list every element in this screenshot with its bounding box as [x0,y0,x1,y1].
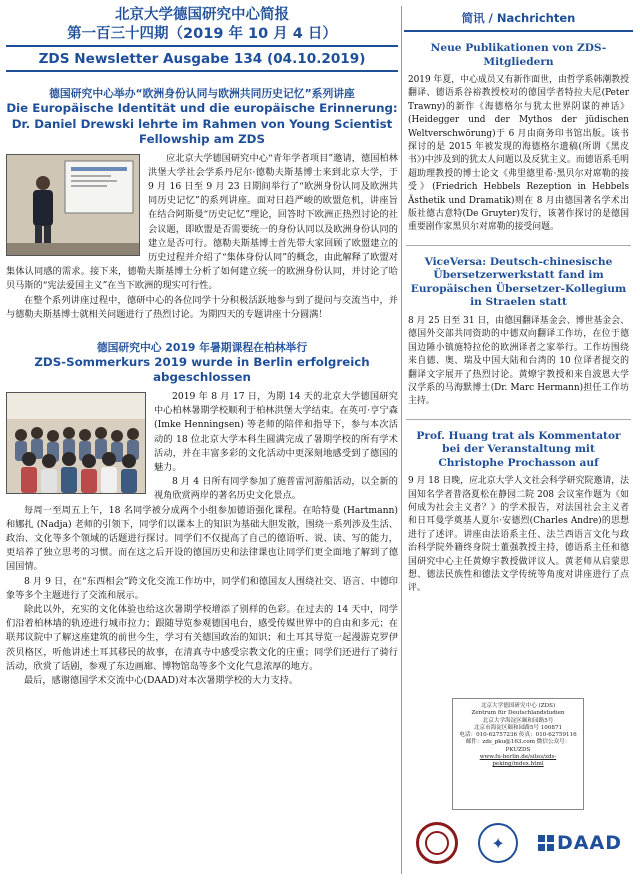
article2-paragraph-6: 最后，感谢德国学术交流中心(DAAD)对本次暑期学校的大力支持。 [24,675,299,686]
summer-course-photo [6,392,146,494]
article1-title-cn: 德国研究中心举办“欧洲身份认同与欧洲共同历史记忆”系列讲座 [49,87,355,100]
news-item-prochasson [402,430,635,596]
news-divider [406,245,631,246]
lecture-photo [6,154,140,256]
contact-line: Zentrum für Deutschlandstudien [471,710,565,717]
article1-paragraph-1: 应北京大学德国研究中心“青年学者项目”邀请，德国柏林洪堡大学社会学系丹尼尔·德勒夫斯基博士来到北京大学，于 9 月 16 日至 9 月 23 日期间举行了“欧洲身份认同及欧洲共同历史记忆”的系列讲座。面对日趋严峻的欧盟危机，讲座旨在结合阿斯曼“历史记忆”理论，回答时下欧洲正热烈讨论的社会议题，即欧盟是否需要统一的身份认同以及欧洲身份认同的建立是否可行。德勒夫斯基博士首先带大家回顾了欧盟建立的历史过程并介绍了“集体身份认同”的概念，由此解释了欧盟对集体认同感的需求。接下来，德勒夫斯基博士分析了如何建立统一的欧洲身份认同，并讨论了哈贝马斯的“宪法爱国主义”在当下欧洲的现实可行性。 [6,152,398,292]
article2-paragraph-4: 8 月 9 日，在“东西相会”跨文化交流工作坊中，同学们和德国友人围绕社交、语言、中德印象等多个主题进行了交流和展示。 [6,575,398,601]
newsletter-header [6,6,398,78]
contact-line: 北京大学海淀区颐和园路5号 [482,717,554,724]
contact-info-box [452,698,584,810]
article1-title-de-3: Fellowship am ZDS [139,132,265,146]
header-rule-bottom [6,70,398,72]
header-title-cn: 北京大学德国研究中心简报 [115,7,289,23]
contact-line: 邮件：zds_pku@163.com 微信公众号：PKUZDS [465,739,571,753]
partner-logos [406,818,632,868]
contact-website-link[interactable]: www.fu-berlin.de/sites/zds-peking/index.html [479,754,557,768]
news-item-publications-body: 2019 年夏，中心成员又有新作面世，由哲学系韩潮教授翻译、德语系谷裕教授校对的德国学者特拉夫尼(Peter Trawny)的新作《海德格尔与犹太世界阴谋的神话》(Heidegger und der Mythos der jüdischen Weltverschwörung)于 6 月由商务印书馆出版。该书探讨的是 2015 年被发现的海德格尔遗稿(所谓《黑皮书》)中涉及到的犹太人问题以及反犹主义。而德语系毛明超助理教授的博士论文《弗里德里希·黑贝尔对席勒的接受》(Friedrich Hebbels Rezeption in Hebbels Ästhetik und Dramatik)则在 8 月由德国著名学术出版社德古意特(De Gruyter)发行，该著作探讨的是德国重要剧作家黑贝尔对席勒的接受问题。 [408,75,629,233]
article-summer-course [6,340,398,688]
news-item-viceversa [402,256,635,409]
news-item-viceversa-body: 8 月 25 日至 31 日，由德国翻译基金会、博世基金会、德国外交部共同资助的中德双向翻译工作坊，在位于德国边陲小镇施特拉伦的欧洲译者之家举行。工作坊围绕来自德、奥、瑞及中国大陆和台湾的 10 位译者提交的翻译文字展开了热烈讨论。黄燎宇教授和来自波恩大学汉学系的马海默博士(Dr. Marc Hermann)担任工作坊主持。 [408,315,629,407]
article-lecture-series [6,86,398,322]
article2-paragraph-5: 除此以外，充实的文化体验也给这次暑期学校增添了别样的色彩。在过去的 14 天中，同学们沿着柏林墙的轨迹进行城市拉力；跟随导览参观德国电台，感受传媒世界中的自由和多元；在联邦议院中了解这座建筑的前世今生，学习有关德国政治的知识；和土耳其导览一起漫游克罗伊茨贝格区，听他讲述土耳其移民的故事，在清真寺中感受宗教文化的庄重；同学们还进行了骑行活动，欣赏了话剧，参观了东边画廊、博物馆岛等多个文化气息浓厚的地方。 [6,603,398,672]
summer-course-photo-art [7,393,145,493]
lecture-photo-art [7,155,139,255]
section-gap [6,322,398,340]
news-sidebar [401,6,635,874]
article2-title-cn: 德国研究中心 2019 年暑期课程在柏林举行 [96,340,308,354]
sidebar-heading: 简讯 / Nachrichten [404,6,633,32]
daad-logo-text: DAAD [557,832,622,854]
article1-paragraph-2: 在整个系列讲座过程中，德研中心的各位同学十分积极活跃地参与到了提问与交流当中，并与德勒夫斯基博士就相关问题进行了热烈讨论。为期四天的专题讲座十分圆满！ [6,294,398,320]
contact-line: 北京大学德国研究中心 (ZDS) [480,703,556,709]
header-issue-cn: 第一百三十四期（2019 年 10 月 4 日） [67,26,337,42]
daad-logo [538,832,622,854]
header-issue-de: ZDS Newsletter Ausgabe 134 (04.10.2019) [38,51,366,67]
news-item-viceversa-title: ViceVersa: Deutsch-chinesische Übersetzerwerkstatt fand im Europäischen Übersetzer-Kollegium in Straelen statt [410,255,627,309]
main-column [6,86,398,688]
humboldt-seal-logo: ✦ [478,823,518,863]
contact-line: 电话：010-62757236 传真：010-62759116 [459,732,577,739]
news-item-publications-title: Neue Publikationen von ZDS-Mitgliedern [430,42,607,68]
daad-mark-icon [538,835,554,851]
article2-paragraph-2: 8 月 4 日所有同学参加了施普雷河游船活动，以全新的视角欣赏两岸的著名历史文化景点。 [154,476,398,502]
news-item-prochasson-body: 9 月 18 日晚，应北京大学人文社会科学研究院邀请，法国知名学者普洛夏松在静园二院 208 会议室作题为《如何成为社会主义者？》的学术报告，对法国社会主义者和日耳曼学奠基人夏尔·安德烈(Charles Andre)的思想进行了述评。讲座由法语系主任、法兰西语言文化与政治科学院外籍终身院士董强教授主持，德语系主任和德国研究中心主任黄燎宇教授做评议人。黄老师从启蒙思想、德法民族性和德法文学传统等角度对讲座进行了点评。 [408,476,629,594]
news-divider [406,419,631,420]
article1-title-de-2: Dr. Daniel Drewski lehrte im Rahmen von Young Scientist [11,116,393,131]
article2-title-de: ZDS-Sommerkurs 2019 wurde in Berlin erfolgreich abgeschlossen [34,354,370,385]
peking-university-logo [416,822,458,864]
article1-title-de-1: Die Europäische Identität und die europäische Erinnerung: [6,101,398,115]
article2-paragraph-3: 每周一至周五上午，18 名同学被分成两个小组参加德语强化课程。在哈特曼 (Hartmann) 和娜扎 (Nadja) 老师的引领下，同学们以课本上的知识为基础大胆发散，围绕一系列涉及生活、政治、文化等多个领域的话题进行探讨。同学们不仅提高了自己的德语听、说、读、写的能力，更培养了独立思考的习惯。而在这之后开设的德国历史和法律课也让同学们更全面地了解到了德国国情。 [6,504,398,573]
news-item-publications [402,42,635,235]
article2-paragraph-1: 2019 年 8 月 17 日，为期 14 天的北京大学德国研究中心柏林暑期学校顺利于柏林洪堡大学结束。在英可·亨宁森 (Imke Henningsen) 等老师的陪伴和指导下，参与本次活动的 18 位北京大学本科生圆满完成了暑期学校的所有学术活动，并在丰富多彩的文化活动中更深刻地感受到了德国的魅力。 [154,390,398,473]
news-item-prochasson-title: Prof. Huang trat als Kommentator bei der Veranstaltung mit Christophe Prochasson auf [416,429,621,469]
contact-line: 北京市海淀区颐和园路5号 100871 [473,724,563,731]
header-rule [6,45,398,47]
